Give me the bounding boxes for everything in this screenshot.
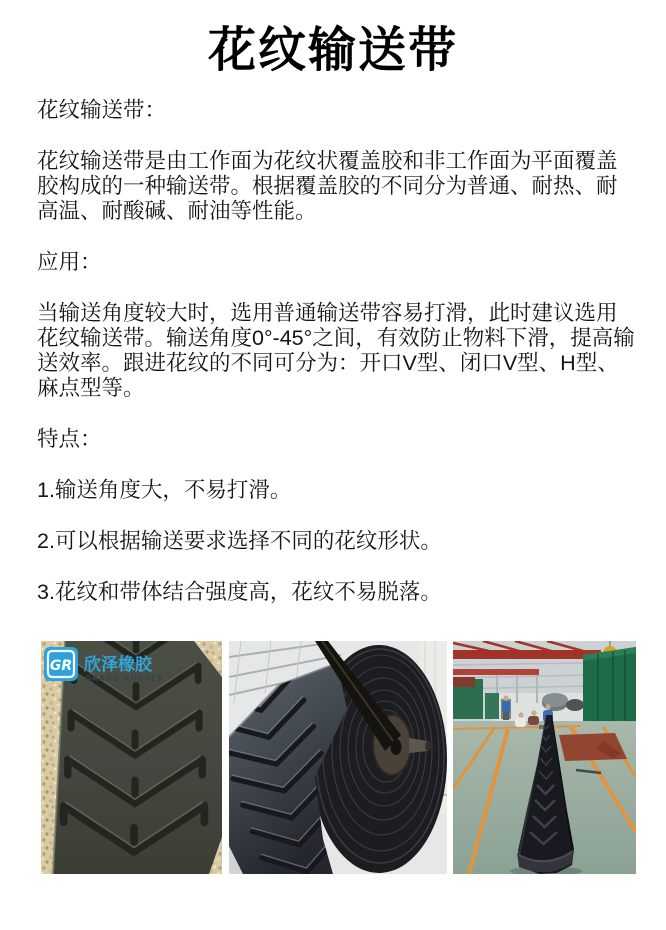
feature-item-1: 1.输送角度大，不易打滑。: [37, 478, 292, 502]
logo-brand-cn: 欣泽橡胶: [84, 655, 152, 675]
logo-brand-en: GRAND RUBBER: [85, 674, 165, 683]
page-title: 花纹输送带: [207, 24, 458, 77]
application-label: 应用：: [37, 250, 102, 274]
intro-paragraph: 花纹输送带是由工作面为花纹状覆盖胶和非工作面为平面覆盖胶构成的一种输送带。根据覆盖胶的不同分为普通、耐热、耐高温、耐酸碱、耐油等性能。: [37, 149, 618, 223]
photo-factory-floor-belt: [453, 641, 636, 874]
intro-label: 花纹输送带：: [37, 98, 167, 122]
article-body: [37, 72, 636, 605]
photo-chevron-belt-closeup: [41, 641, 222, 874]
photo-chevron-belt-roll: [229, 641, 447, 874]
red-floor-mat: [559, 733, 627, 761]
application-paragraph: 当输送角度较大时，选用普通输送带容易打滑，此时建议选用花纹输送带。输送角度0°-45°之间，有效防止物料下滑，提高输送效率。跟进花纹的不同可分为：开口V型、闭口V型、H型、麻点型等。: [37, 301, 635, 400]
features-label: 特点：: [37, 427, 102, 451]
logo-monogram: GR: [49, 658, 73, 674]
feature-item-2: 2.可以根据输送要求选择不同的花纹形状。: [37, 529, 442, 553]
feature-item-3: 3.花纹和带体结合强度高，花纹不易脱落。: [37, 580, 442, 604]
